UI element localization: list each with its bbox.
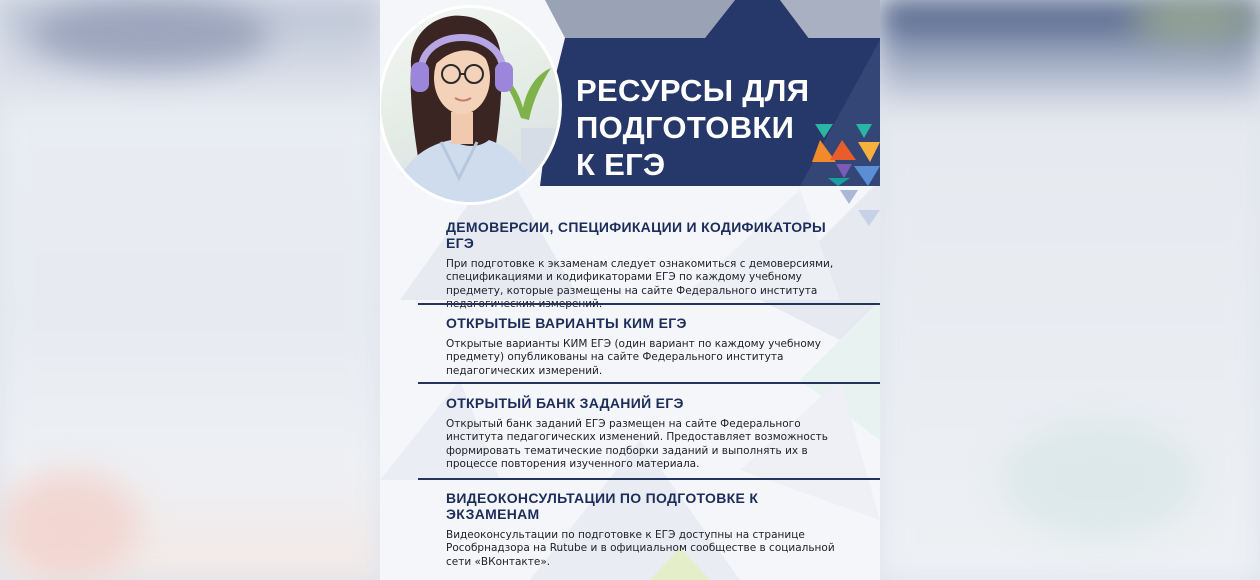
accent-triangle [840, 190, 858, 204]
background-blob [1130, 0, 1260, 40]
section-heading: ОТКРЫТЫЙ БАНК ЗАДАНИЙ ЕГЭ [446, 395, 684, 411]
section-text: При подготовке к экзаменам следует ознакомиться с демоверсиями, спецификациями и кодификаторами ЕГЭ по каждому учебному предмету, которые размещены на сайте Федерального института [446, 258, 834, 297]
header-gray-band [545, 0, 735, 38]
section-text: Видеоконсультации по подготовке к ЕГЭ доступны на странице Рособрнадзора на Rutube и в официальном сообществе в социальной сети «ВКонтакте». [446, 529, 835, 568]
section-video-consultations [446, 490, 846, 569]
poster [380, 0, 880, 580]
background-blob [0, 470, 140, 580]
section-demo-versions [446, 219, 846, 311]
background-blob [30, 0, 270, 70]
student-photo [380, 5, 562, 205]
section-heading: ВИДЕОКОНСУЛЬТАЦИИ ПО ПОДГОТОВКЕ К ЭКЗАМЕНАМ [446, 490, 759, 522]
section-divider [418, 382, 880, 384]
section-open-bank [446, 395, 846, 471]
background-blob [1000, 420, 1200, 540]
headphones-left-cup [411, 62, 429, 92]
headphones-right-cup [495, 62, 513, 92]
section-text: Открытый банк заданий ЕГЭ размещен на сайте Федерального института педагогических изменений. Предоставляет возможность формировать тематические подборки заданий и выполнять их в процессе повторения изученного материала. [446, 418, 828, 470]
student-illustration [381, 8, 562, 205]
poster-title-text: РЕСУРСЫ ДЛЯ ПОДГОТОВКИ К ЕГЭ [576, 73, 810, 182]
section-divider [418, 478, 880, 480]
section-open-variants [446, 315, 846, 378]
section-text: Открытые варианты КИМ ЕГЭ (один вариант по каждому учебному предмету) опубликованы на сайте Федерального института педагогических измерений. [446, 338, 821, 377]
section-heading: ДЕМОВЕРСИИ, СПЕЦИФИКАЦИИ И КОДИФИКАТОРЫ ЕГЭ [446, 219, 827, 251]
neck [451, 112, 473, 144]
poster-title [576, 72, 826, 183]
section-divider [418, 303, 880, 305]
section-heading: ОТКРЫТЫЕ ВАРИАНТЫ КИМ ЕГЭ [446, 315, 687, 331]
